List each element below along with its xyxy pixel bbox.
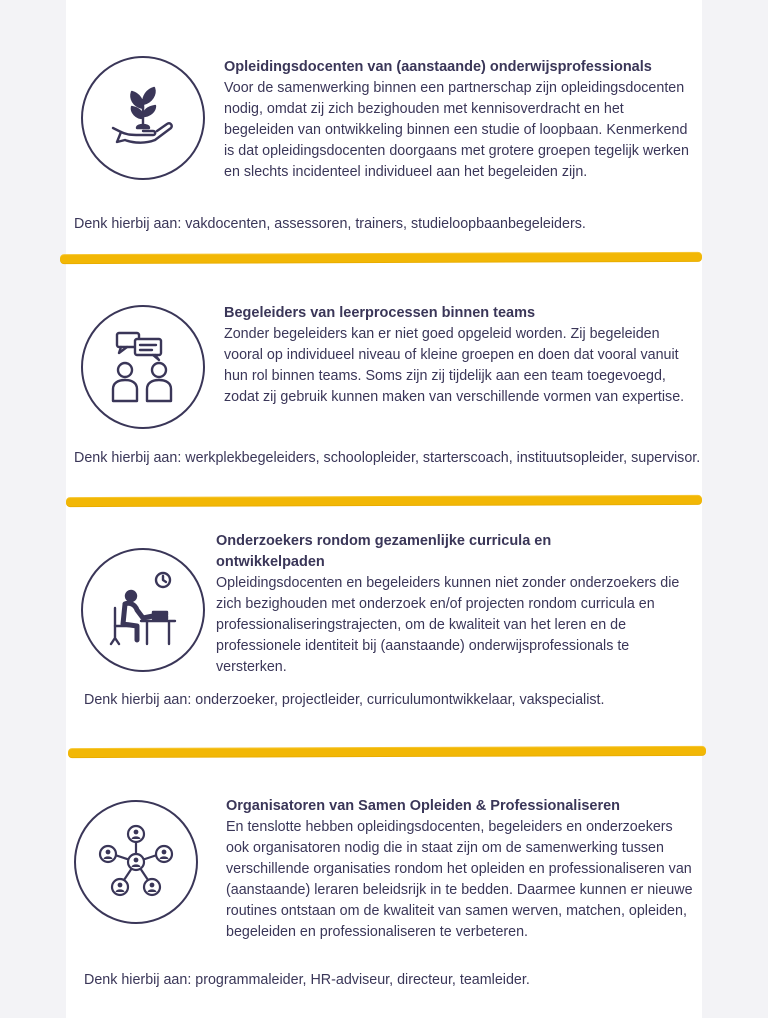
conversation-people-icon (81, 305, 205, 429)
section-title: Organisatoren van Samen Opleiden & Professionaliseren (226, 798, 621, 814)
section-body: Opleidingsdocenten en begeleiders kunnen niet zonder onderzoekers die zich bezighouden met onderzoek en/of projecten rondom curricula en professionaliseringstrajecten, om de kwaliteit van het leren en de professionele identiteit bij (aanstaande) onderwijsprofessionals te versterken. (216, 575, 680, 675)
section-body: Zonder begeleiders kan er niet goed opgeleid worden. Zij begeleiden vooral op individueel niveau of kleine groepen en doen dat vooral vanuit hun rol binnen teams. Soms zijn zij tijdelijk aan een team toegevoegd, zodat zij gebruik kunnen maken van verschillende vormen van expertise. (224, 326, 685, 405)
person-at-desk-icon (81, 548, 205, 672)
plant-in-hand-icon (81, 56, 205, 180)
section-hint: Denk hierbij aan: vakdocenten, assessoren, trainers, studieloopbaanbegeleiders. (74, 216, 586, 232)
section-title: Begeleiders van leerprocessen binnen teams (224, 305, 536, 321)
section-body: En tenslotte hebben opleidingsdocenten, begeleiders en onderzoekers ook organisatoren nodig die in staat zijn om de samenwerking tussen verschillende organisaties rondom het opleiden en professionaliseren van (aanstaande) leraren beleidsrijk in te bedden. Daarmee kunnen er nieuwe routines ontstaan om de kwaliteit van samen werven, matchen, opleiden, begeleiden en professionaliseren te verbeteren. (226, 819, 693, 940)
section-body: Voor de samenwerking binnen een partnerschap zijn opleidingsdocenten nodig, omdat zij zich bezighouden met kennisoverdracht en het begeleiden van ontwikkeling binnen een studie of loopbaan. Kenmerkend is dat opleidingsdocenten doorgaans met grotere groepen tegelijk werken en slechts incidenteel individueel aan het begeleiden zijn. (224, 80, 689, 180)
section-hint: Denk hierbij aan: onderzoeker, projectleider, curriculumontwikkelaar, vakspecialist. (84, 692, 605, 708)
network-people-icon (74, 800, 198, 924)
section-title: Opleidingsdocenten van (aanstaande) onderwijsprofessionals (224, 59, 652, 75)
section-title: Onderzoekers rondom gezamenlijke curricula en ontwikkelpaden (216, 533, 552, 570)
section-hint: Denk hierbij aan: programmaleider, HR-adviseur, directeur, teamleider. (84, 972, 530, 988)
section-hint: Denk hierbij aan: werkplekbegeleiders, schoolopleider, starterscoach, instituutsopleider, supervisor. (74, 450, 701, 466)
